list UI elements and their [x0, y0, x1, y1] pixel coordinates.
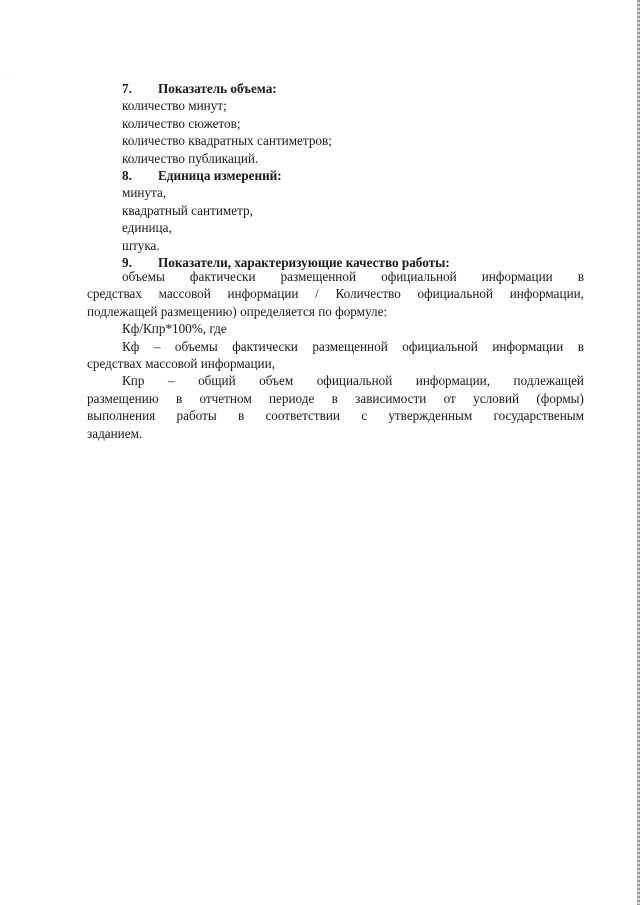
section-8-heading [122, 167, 582, 184]
section-7-title: Показатель объема: [158, 81, 277, 96]
word: соответствии [265, 408, 340, 424]
paragraph-line [87, 268, 584, 285]
paragraph-line [87, 390, 584, 407]
paragraph-line [87, 372, 584, 389]
word: информации [227, 286, 299, 302]
paragraph-line [87, 407, 584, 424]
word: – [153, 338, 161, 354]
word: объем [259, 373, 294, 389]
word: с [361, 408, 368, 424]
word: фактически [232, 338, 298, 354]
word: размещению [87, 390, 159, 406]
word: общий [198, 373, 236, 389]
paragraph-line: подлежащей размещению) определяется по формуле: [87, 303, 388, 319]
word: официальной [402, 338, 478, 354]
word: Кпр [122, 373, 145, 389]
word: официальной [381, 269, 457, 284]
word: – [167, 373, 175, 389]
word: от [443, 390, 456, 406]
list-item: штука. [122, 237, 160, 253]
word: объемы [174, 338, 218, 354]
paragraph-kf-definition [87, 338, 584, 373]
paragraph-line: заданием. [87, 425, 143, 441]
word: отчетном [199, 390, 252, 406]
word: в [175, 390, 183, 406]
paragraph-volume-definition [87, 268, 584, 320]
section-8-title: Единица измерений: [158, 168, 282, 184]
word: Количество [335, 286, 401, 302]
word: информации, [509, 286, 584, 302]
word: официальной [417, 286, 494, 302]
list-item: минута, [122, 185, 167, 201]
section-9-title: Показатели, характеризующие качество работы: [158, 255, 450, 271]
word: Кф [122, 338, 140, 354]
word: в [237, 408, 245, 424]
word: утвержденным [388, 408, 473, 424]
sections-7-8 [122, 80, 582, 271]
word: размещенной [280, 269, 357, 284]
word: массовой [158, 286, 211, 302]
section-7-number: 7. [122, 81, 132, 96]
word: объемы [122, 269, 165, 284]
list-item: количество сюжетов; [122, 115, 241, 131]
paragraph-kpr-definition [87, 372, 584, 442]
paragraph-line [87, 338, 584, 355]
section-9-number: 9. [122, 255, 132, 271]
word: фактически [189, 269, 256, 284]
word: государственым [493, 408, 584, 424]
paragraph-line: средствах массовой информации, [87, 356, 275, 372]
word: информации, [415, 373, 491, 389]
word: информации [481, 269, 553, 284]
list-item: единица, [122, 220, 172, 236]
word: условий [473, 390, 520, 406]
word: периоде [268, 390, 315, 406]
formula: Кф/Кпр*100%, где [122, 321, 227, 337]
paragraph-line [87, 285, 584, 302]
word: официальной [316, 373, 393, 389]
list-item: количество минут; [122, 98, 227, 114]
list-item: количество публикаций. [122, 150, 259, 166]
section-7-heading [122, 80, 582, 97]
word: средствах [87, 286, 142, 302]
word: выполнения [87, 408, 156, 424]
section-8-number: 8. [122, 168, 132, 184]
word: размещенной [312, 338, 388, 354]
word: (формы) [536, 390, 584, 406]
word: / [315, 286, 319, 302]
list-item: квадратный сантиметр, [122, 202, 253, 218]
word: в [331, 390, 338, 406]
scan-speck: · · · [4, 70, 18, 76]
list-item: количество квадратных сантиметров; [122, 133, 332, 149]
word: информации [492, 338, 564, 354]
word: зависимости [355, 390, 427, 406]
section-9-body [87, 268, 584, 442]
word: в [577, 338, 584, 354]
word: в [577, 269, 584, 284]
word: подлежащей [513, 373, 584, 389]
word: работы [176, 408, 217, 424]
